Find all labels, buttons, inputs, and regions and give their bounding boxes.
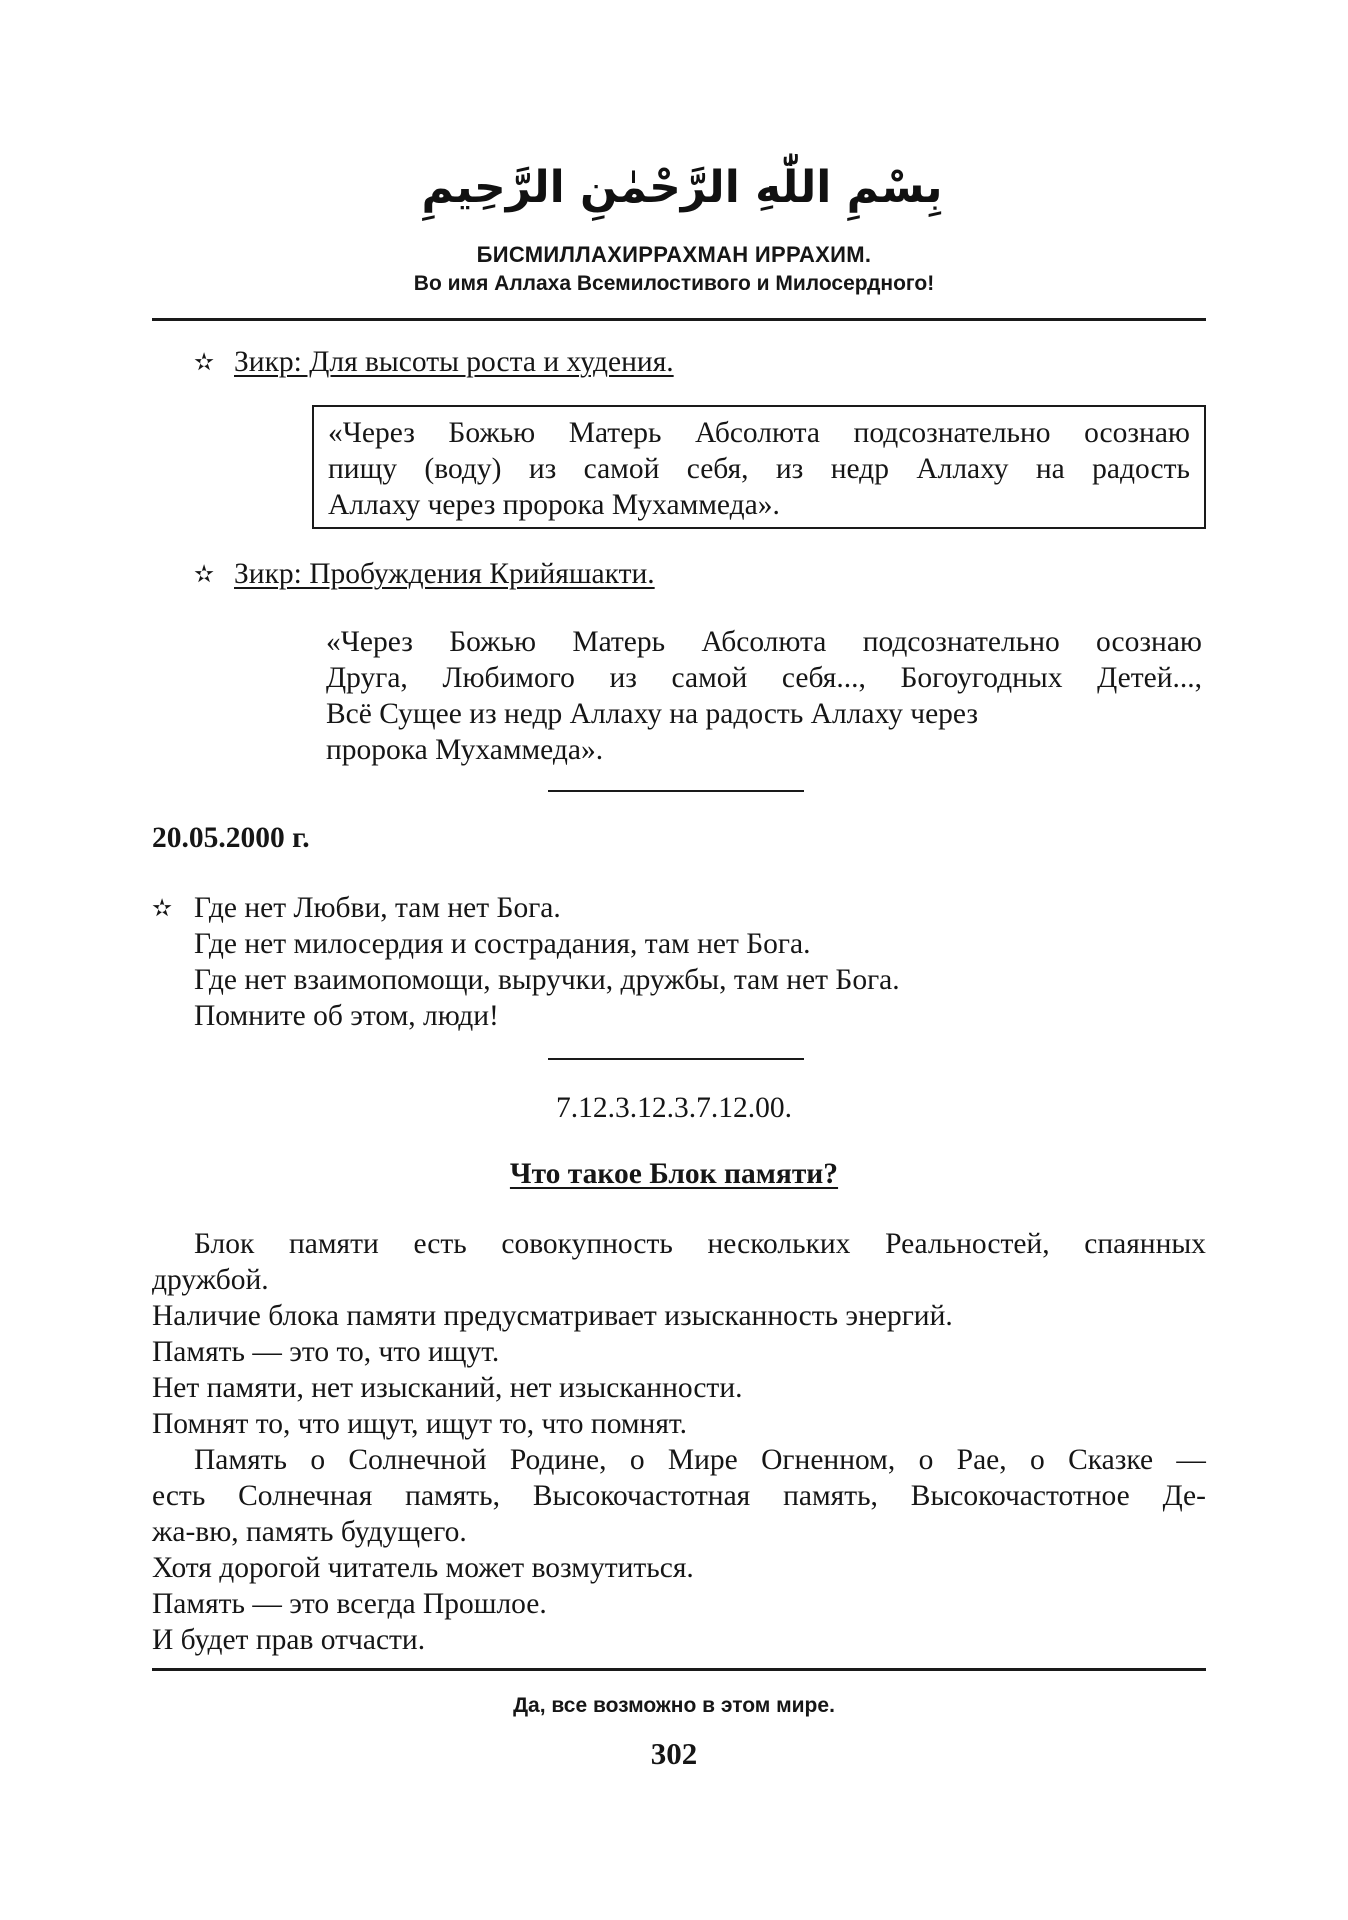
body-line: Нет памяти, нет изысканий, нет изысканности.: [152, 1372, 743, 1404]
body-line: И будет прав отчасти.: [152, 1624, 426, 1656]
body-line: дружбой.: [152, 1264, 269, 1296]
bismillah-text: بِسْمِ اللّٰهِ الرَّحْمٰنِ الرَّحِيمِ: [421, 162, 943, 213]
zikr2-line: «Через Божью Матерь Абсолюта подсознательно осознаю: [326, 626, 1202, 658]
body-line: Помнят то, что ищут, ищут то, что помнят.: [152, 1408, 687, 1440]
bismillah-calligraphy: [421, 130, 943, 240]
zikr-label: Зикр: Для высоты роста и худения.: [234, 346, 674, 378]
footer-caption: Да, все возможно в этом мире.: [513, 1694, 835, 1717]
star-icon: ✫: [194, 350, 215, 376]
star-icon: ✫: [152, 896, 173, 922]
entry-date: 20.05.2000 г.: [152, 822, 310, 854]
zikr1-line: Аллаху через пророка Мухаммеда».: [328, 489, 780, 521]
body-line: Хотя дорогой читатель может возмутиться.: [152, 1552, 694, 1584]
body-line: жа-вю, память будущего.: [152, 1516, 467, 1548]
body-line: Блок памяти есть совокупность нескольких Реальностей, спаянных: [194, 1228, 1206, 1260]
zikr-boxed-text: [312, 405, 1206, 529]
body-line: Память — это всегда Прошлое.: [152, 1588, 547, 1620]
zikr-label: Зикр: Пробуждения Крийяшакти.: [234, 558, 655, 590]
section-divider: [548, 1058, 804, 1060]
body-line: есть Солнечная память, Высокочастотная память, Высокочастотное Де-: [152, 1480, 1206, 1512]
body-line: Память о Солнечной Родине, о Мире Огненном, о Рае, о Сказке —: [194, 1444, 1206, 1476]
page-number: 302: [650, 1736, 698, 1771]
header-title: БИСМИЛЛАХИРРАХМАН ИРРАХИМ.: [476, 242, 872, 267]
body-line: Память — это то, что ищут.: [152, 1336, 500, 1368]
numeric-date: 7.12.3.12.3.7.12.00.: [556, 1092, 792, 1124]
zikr2-line: Друга, Любимого из самой себя..., Богоугодных Детей...,: [326, 662, 1202, 694]
header-rule: [152, 318, 1206, 321]
section-divider: [548, 790, 804, 792]
verse-line: Где нет милосердия и сострадания, там нет Бога.: [194, 928, 811, 960]
header-subtitle: Во имя Аллаха Всемилостивого и Милосердного!: [413, 272, 935, 295]
body-line: Наличие блока памяти предусматривает изысканность энергий.: [152, 1300, 953, 1332]
verse-line: Где нет Любви, там нет Бога.: [194, 892, 561, 924]
verse-line: Помните об этом, люди!: [194, 1000, 499, 1032]
verse-line: Где нет взаимопомощи, выручки, дружбы, там нет Бога.: [194, 964, 900, 996]
zikr2-line: пророка Мухаммеда».: [326, 734, 604, 766]
star-icon: ✫: [194, 562, 215, 588]
footer-rule: [152, 1668, 1206, 1671]
section-title: Что такое Блок памяти?: [509, 1158, 839, 1190]
zikr1-line: пищу (воду) из самой себя, из недр Аллаху на радость: [328, 453, 1190, 485]
zikr2-line: Всё Сущее из недр Аллаху на радость Аллаху через: [326, 698, 979, 730]
zikr1-line: «Через Божью Матерь Абсолюта подсознательно осознаю: [328, 417, 1190, 449]
